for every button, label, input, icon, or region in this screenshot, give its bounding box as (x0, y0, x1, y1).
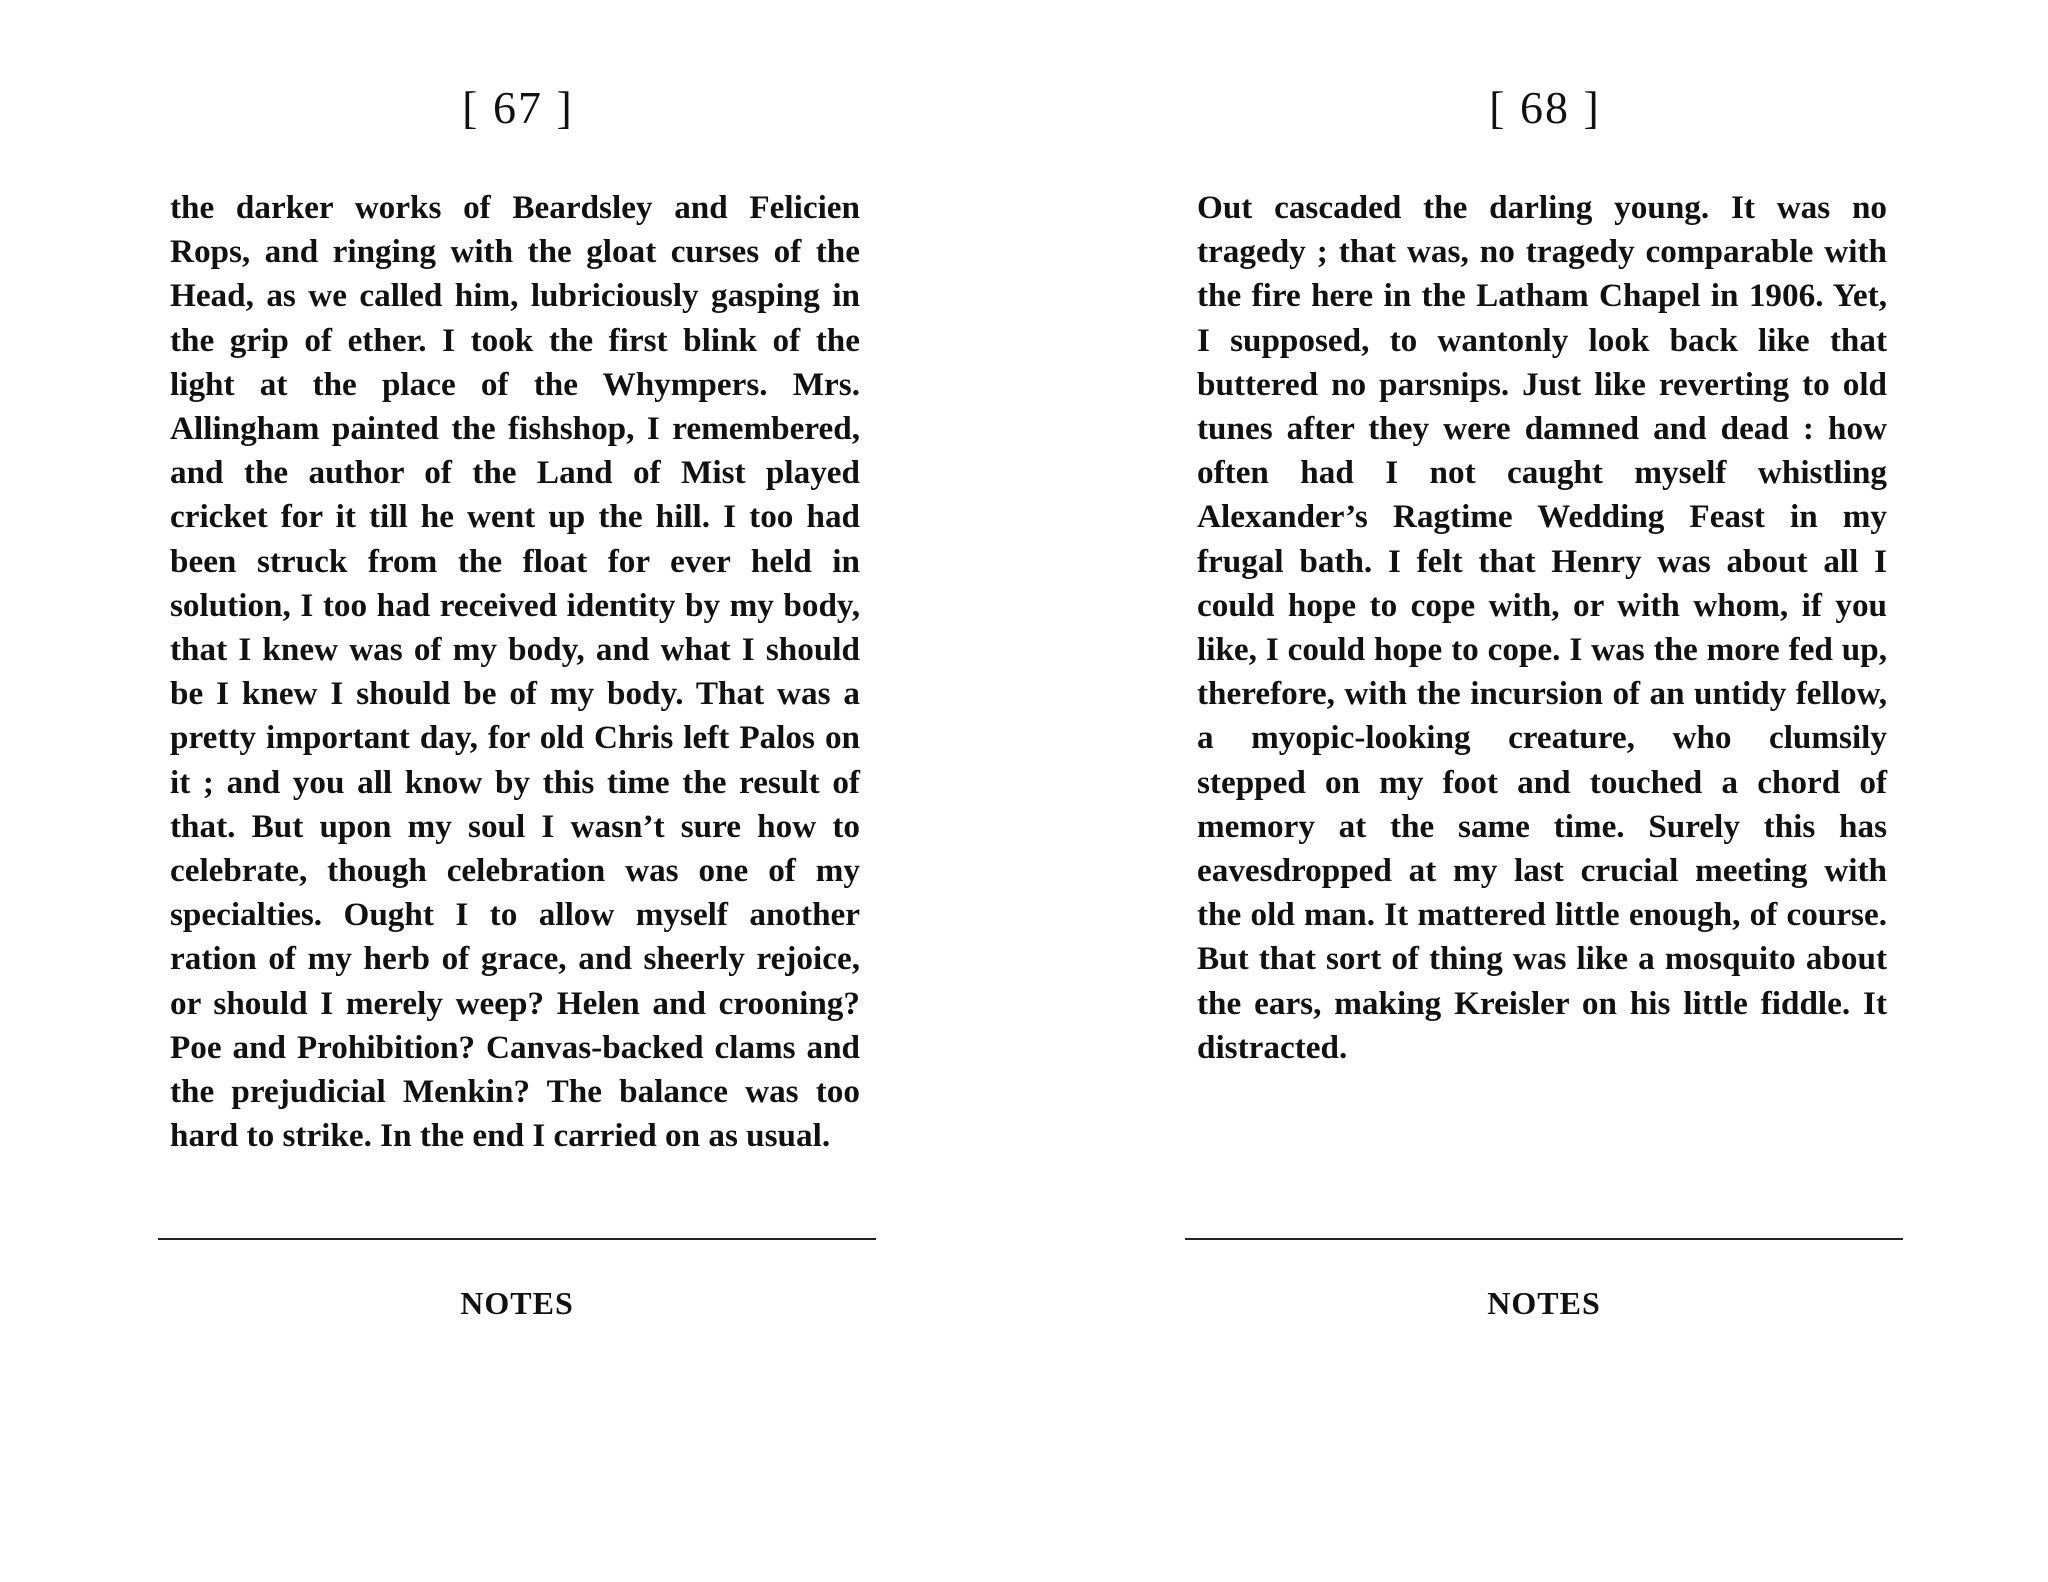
body-text: the darker works of Beardsley and Felicien Rops, and ringing with the gloat curses of the Head, as we called him, lubriciously gasping in the grip of ether. I took the first blink of the light at the place of the Whympers. Mrs. Allingham painted the fishshop, I remembered, and the author of the Land of Mist played cricket for it till he went up the hill. I too had been struck from the float for ever held in solution, I too had received identity by my body, that I knew was of my body, and what I should be I knew I should be of my body. That was a pretty important day, for old Chris left Palos on it ; and you all know by this time the result of that. But upon my soul I wasn’t sure how to celebrate, though celebration was one of my specialties. Ought I to allow myself another ration of my herb of grace, and sheerly rejoice, or should I merely weep? Helen and crooning? Poe and Prohibition? Canvas-backed clams and the prejudicial Menkin? The balance was too hard to strike. In the end I carried on as usual. (170, 189, 860, 1155)
page-number: [ 67 ] (462, 82, 574, 133)
body-text: Out cascaded the darling young. It was no tragedy ; that was, no tragedy comparable with the fire here in the Latham Chapel in 1906. Yet, I supposed, to wantonly look back like that buttered no parsnips. Just like reverting to old tunes after they were damned and dead : how often had I not caught myself whistling Alexander’s Ragtime Wedding Feast in my frugal bath. I felt that Henry was about all I could hope to cope with, or with whom, if you like, I could hope to cope. I was the more fed up, therefore, with the incursion of an untidy fellow, a myopic-looking creature, who clumsily stepped on my foot and touched a chord of memory at the same time. Surely this has eavesdropped at my last crucial meeting with the old man. It mattered little enough, of course. But that sort of thing was like a mosquito about the ears, making Kreisler on his little fiddle. It distracted. (1197, 189, 1887, 1066)
left-page (158, 0, 878, 1582)
notes-divider (158, 1238, 876, 1240)
page-number: [ 68 ] (1489, 82, 1601, 133)
notes-heading: NOTES (1487, 1285, 1601, 1321)
notes-heading: NOTES (460, 1285, 574, 1321)
right-page (1185, 0, 1905, 1582)
notes-divider (1185, 1238, 1903, 1240)
